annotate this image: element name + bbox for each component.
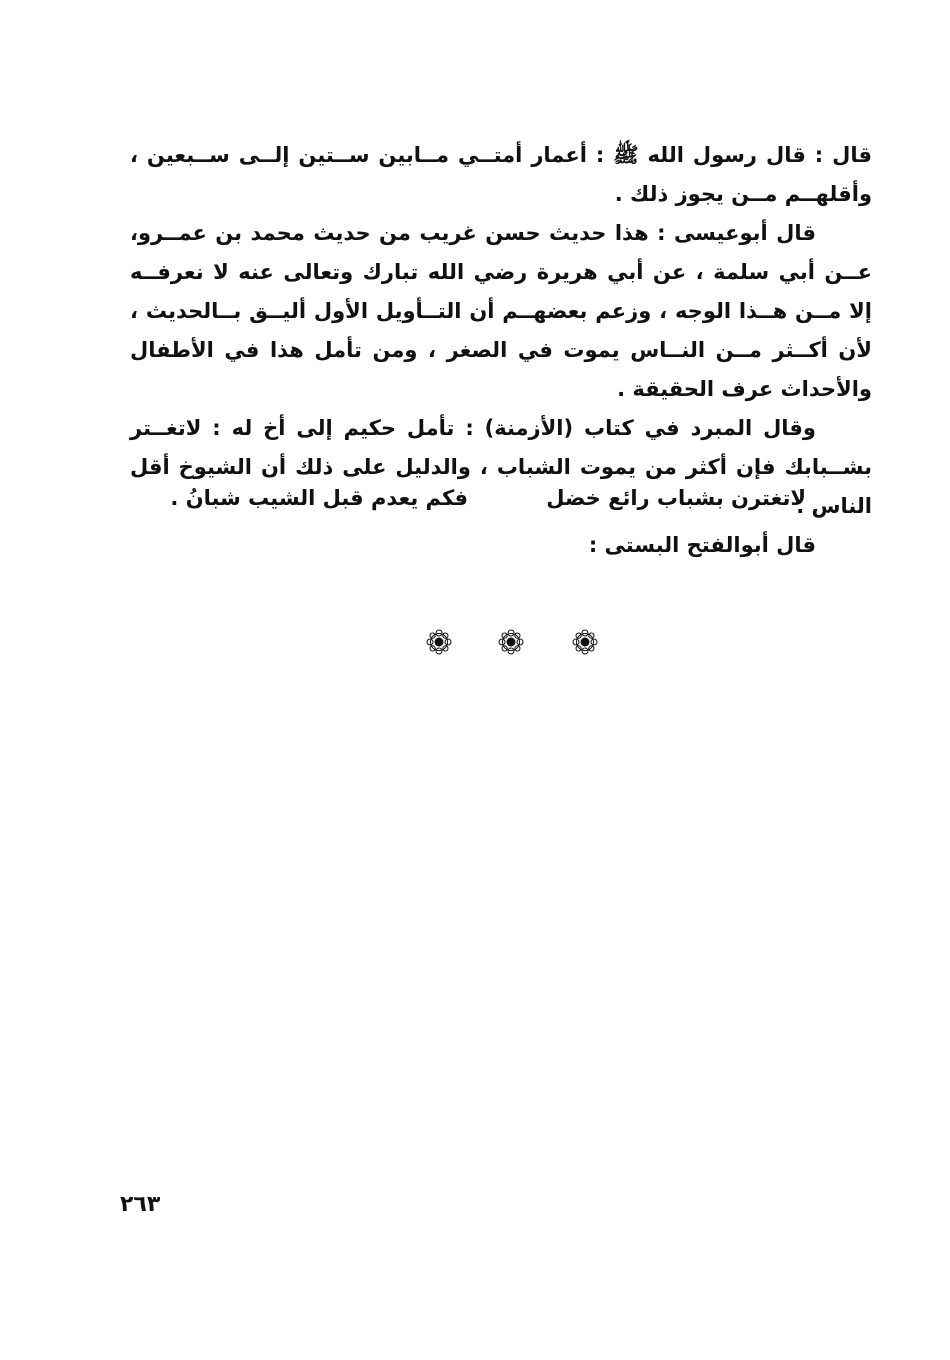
mubarrad-paragraph: وقال المبرد في كتاب (الأزمنة) : تأمل حكيم إلى أخ له : لاتغــتر بشــبابك فإن أكثر من يموت الشباب ، والدليل على ذلك أن الشيوخ أقل الناس . (130, 416, 872, 518)
floral-ornament-icon (425, 628, 453, 656)
commentary-paragraph: قال أبوعيسى : هذا حديث حسن غريب من حديث محمد بن عمــرو، عــن أبي سلمة ، عن أبي هريرة رضي الله تبارك وتعالى عنه لا نعرفــه إلا مــن هــذا الوجه ، وزعم بعضهــم أن التــأويل الأول أليــق بــالحديث ، لأن أكــثر مــن النــاس يموت في الصغر ، ومن تأمل هذا في الأطفال والأحداث عرف الحقيقة . (130, 221, 872, 401)
floral-ornament-icon (497, 628, 525, 656)
floral-ornament-icon (571, 628, 599, 656)
poetry-verse (130, 478, 872, 526)
verse-first-hemistich: لاتغترن بشباب رائع خضل (546, 486, 806, 510)
verse-second-hemistich: فكم يعدم قبل الشيب شبانُ . (170, 486, 468, 510)
hadith-paragraph: قال : قال رسول الله ﷺ : أعمار أمتــي مــابين ســتين إلــى ســبعين ، وأقلهــم مــن يجوز ذلك . (130, 143, 872, 206)
page-number: ٢٦٣ (120, 1192, 161, 1217)
section-divider-ornaments (425, 628, 615, 662)
poet-attribution: قال أبوالفتح البستى : (588, 533, 816, 557)
